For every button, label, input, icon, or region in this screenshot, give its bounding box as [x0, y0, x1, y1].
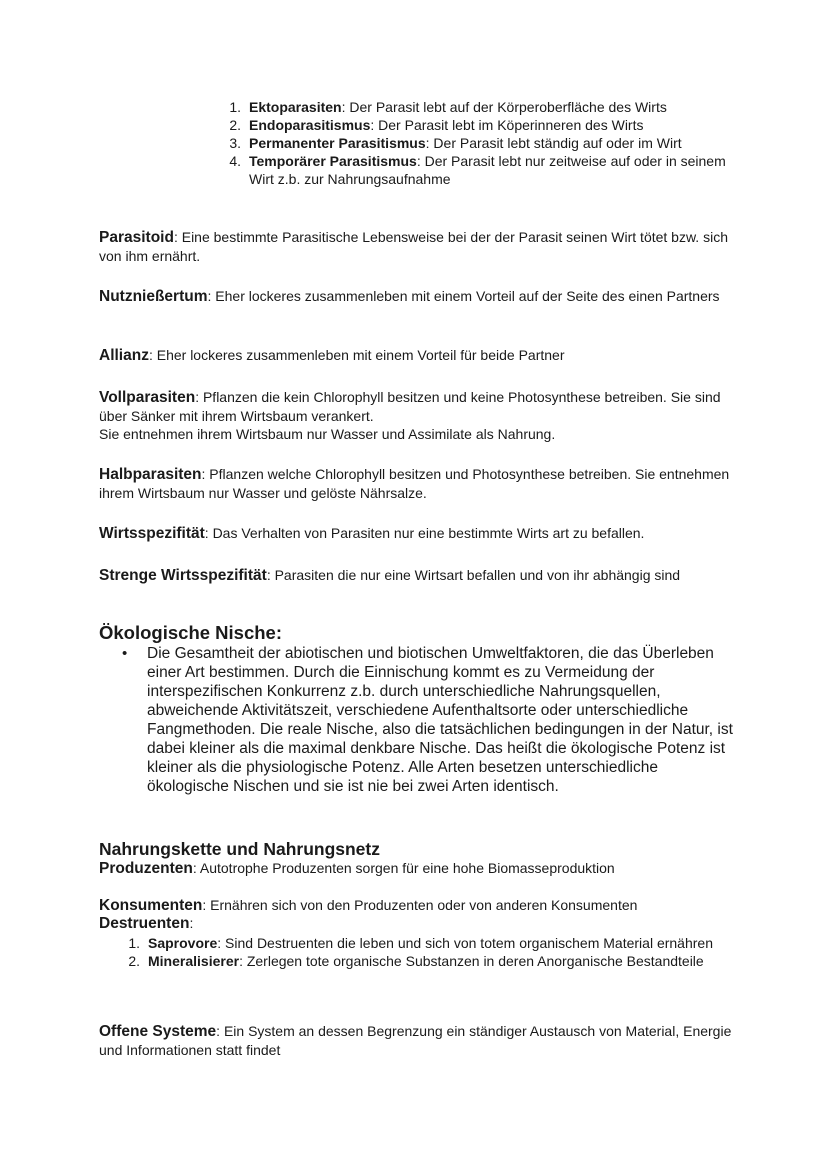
term: Destruenten [99, 915, 190, 932]
list-item [128, 934, 718, 952]
definition-text: : Parasiten die nur eine Wirtsart befallen und von ihr abhängig sind [266, 567, 681, 583]
list-number: 3. [229, 135, 241, 151]
term: Saprovore [148, 935, 218, 951]
definition-text: : Ernähren sich von den Produzenten oder von anderen Konsumenten [202, 897, 638, 913]
term: Endoparasitismus [249, 117, 371, 133]
definition-text: : Eine bestimmte Parasitische Lebensweise bei der der Parasit seinen Wirt tötet bzw. sich von ihm ernährt. [99, 229, 728, 264]
decomposer-types-list [128, 934, 718, 970]
list-item [229, 116, 729, 134]
definition-destruenten [99, 914, 739, 933]
definition-text: : Ein System an dessen Begrenzung ein ständiger Austausch von Material, Energie und Informationen statt findet [99, 1023, 732, 1058]
definition-text: : Das Verhalten von Parasiten nur eine bestimmte Wirts art zu befallen. [204, 525, 645, 541]
term: Parasitoid [99, 229, 174, 246]
food-chain-heading: Nahrungskette und Nahrungsnetz [99, 839, 380, 859]
definition-text: : Eher lockeres zusammenleben mit einem Vorteil auf der Seite des einen Partners [207, 288, 720, 304]
definition-text: : Zerlegen tote organische Substanzen in deren Anorganische Bestandteile [239, 953, 704, 969]
list-item [229, 98, 729, 116]
list-number: 4. [229, 153, 241, 169]
definition-vollparasiten [99, 388, 739, 443]
term: Permanenter Parasitismus [249, 135, 426, 151]
list-number: 1. [229, 99, 241, 115]
term: Konsumenten [99, 897, 203, 914]
definition-text: : Der Parasit lebt auf der Körperoberfläche des Wirts [341, 99, 667, 115]
definition-allianz [99, 346, 739, 365]
list-item [122, 644, 737, 796]
definition-wirtsspezifitaet [99, 524, 739, 543]
definition-halbparasiten [99, 465, 739, 502]
bullet-icon: • [122, 645, 128, 662]
definition-konsumenten [99, 896, 739, 915]
niche-bullet-list [122, 644, 737, 796]
term: Ektoparasiten [249, 99, 342, 115]
definition-text: : Eher lockeres zusammenleben mit einem Vorteil für beide Partner [148, 347, 565, 363]
term: Produzenten [99, 860, 193, 877]
parasitism-types-list [229, 98, 729, 188]
definition-produzenten [99, 859, 739, 878]
definition-nutzniessertum [99, 287, 739, 306]
list-number: 2. [229, 117, 241, 133]
list-item [229, 152, 729, 188]
definition-strenge-wirtsspezifitaet [99, 566, 739, 585]
list-number: 1. [128, 935, 140, 951]
definition-text: : Autotrophe Produzenten sorgen für eine hohe Biomasseproduktion [192, 860, 615, 876]
definition-text: : Der Parasit lebt im Köperinneren des Wirts [370, 117, 644, 133]
list-item [229, 134, 729, 152]
definition-offene-systeme [99, 1022, 739, 1059]
definition-text: : [189, 915, 194, 931]
definition-text: : Pflanzen welche Chlorophyll besitzen und Photosynthese betreiben. Sie entnehmen ihrem Wirtsbaum nur Wasser und gelöste Nährsalze. [99, 466, 730, 501]
term: Strenge Wirtsspezifität [99, 567, 267, 584]
definition-parasitoid [99, 228, 739, 265]
definition-text: : Sind Destruenten die leben und sich von totem organischem Material ernähren [217, 935, 713, 951]
term: Vollparasiten [99, 389, 196, 406]
term: Mineralisierer [148, 953, 240, 969]
definition-text: : Pflanzen die kein Chlorophyll besitzen und keine Photosynthese betreiben. Sie sind über Sänker mit ihrem Wirtsbaum verankert. [99, 389, 721, 424]
list-number: 2. [128, 953, 140, 969]
definition-text: : Der Parasit lebt ständig auf oder im Wirt [425, 135, 682, 151]
niche-heading: Ökologische Nische: [99, 622, 282, 643]
term: Nutznießertum [99, 288, 208, 305]
term: Temporärer Parasitismus [249, 153, 417, 169]
term: Halbparasiten [99, 466, 202, 483]
term: Wirtsspezifität [99, 525, 205, 542]
list-item [128, 952, 718, 970]
definition-text: : Der Parasit lebt nur zeitweise auf oder in seinem Wirt z.b. zur Nahrungsaufnahme [249, 153, 726, 187]
term: Offene Systeme [99, 1023, 217, 1040]
definition-text-continued: Sie entnehmen ihrem Wirtsbaum nur Wasser und Assimilate als Nahrung. [99, 426, 556, 442]
niche-text: Die Gesamtheit der abiotischen und biotischen Umweltfaktoren, die das Überleben einer Art bestimmen. Durch die Einnischung kommt es zu Vermeidung der interspezifischen Konkurrenz z.b. durch unterschiedliche Nahrungsquellen, abweichende Aktivitätszeit, verschiedene Aufenthaltsorte oder unterschiedliche Fangmethoden. Die reale Nische, also die tatsächlichen bedingungen in der Natur, ist dabei kleiner als die maximal denkbare Nische. Das heißt die ökologische Potenz ist kleiner als die physiologische Potenz. Alle Arten besetzen unterschiedliche ökologische Nischen und sie ist nie bei zwei Arten identisch. [147, 645, 733, 795]
term: Allianz [99, 347, 149, 364]
